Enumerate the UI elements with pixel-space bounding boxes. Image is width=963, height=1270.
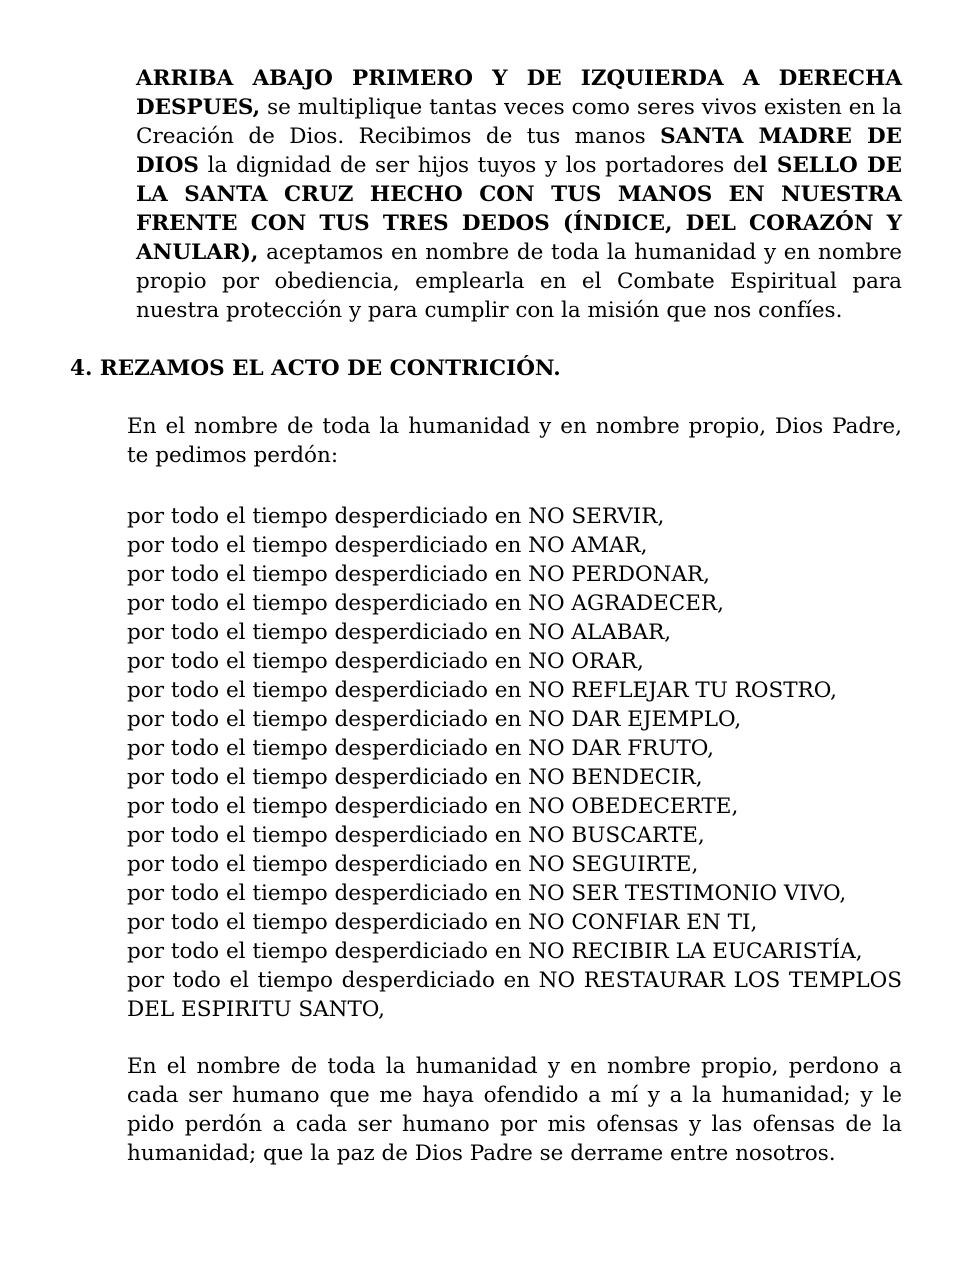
- petition-line: por todo el tiempo desperdiciado en NO RESTAURAR LOS TEMPLOS DEL ESPIRITU SANTO,: [127, 968, 902, 1022]
- intro-bold-1: ARRIBA ABAJO PRIMERO Y DE IZQUIERDA A DERECHA DESPUES,: [136, 66, 902, 120]
- petition-line: por todo el tiempo desperdiciado en NO DAR FRUTO,: [127, 736, 714, 761]
- petition-line: por todo el tiempo desperdiciado en NO ORAR,: [127, 649, 644, 674]
- petition-line: por todo el tiempo desperdiciado en NO DAR EJEMPLO,: [127, 707, 742, 732]
- intro-paragraph: [136, 64, 902, 325]
- petition-line: por todo el tiempo desperdiciado en NO SER TESTIMONIO VIVO,: [127, 881, 847, 906]
- petition-line: por todo el tiempo desperdiciado en NO SEGUIRTE,: [127, 852, 699, 877]
- petition-list: [127, 502, 902, 1024]
- intro-text-2: la dignidad de ser hijos tuyos y los portadores de: [198, 153, 760, 178]
- petition-line: por todo el tiempo desperdiciado en NO RECIBIR LA EUCARISTÍA,: [127, 939, 863, 964]
- petition-line: por todo el tiempo desperdiciado en NO ALABAR,: [127, 620, 672, 645]
- petition-line: por todo el tiempo desperdiciado en NO AGRADECER,: [127, 591, 724, 616]
- petition-line: por todo el tiempo desperdiciado en NO AMAR,: [127, 533, 648, 558]
- petition-line: por todo el tiempo desperdiciado en NO BUSCARTE,: [127, 823, 705, 848]
- intro-text-1: se multiplique tantas veces como seres vivos existen en la Creación de Dios. Recibimos de tus manos: [136, 95, 902, 149]
- petition-line: por todo el tiempo desperdiciado en NO REFLEJAR TU ROSTRO,: [127, 678, 837, 703]
- petition-line: por todo el tiempo desperdiciado en NO PERDONAR,: [127, 562, 710, 587]
- intro-bold-3: l SELLO DE LA SANTA CRUZ HECHO CON TUS MANOS EN NUESTRA FRENTE CON TUS TRES DEDOS (ÍNDICE, DEL CORAZÓN Y ANULAR),: [136, 153, 903, 265]
- petition-line: por todo el tiempo desperdiciado en NO OBEDECERTE,: [127, 794, 739, 819]
- petition-line: por todo el tiempo desperdiciado en NO CONFIAR EN TI,: [127, 910, 758, 935]
- closing-paragraph: En el nombre de toda la humanidad y en nombre propio, perdono a cada ser humano que me haya ofendido a mí y a la humanidad; y le pido perdón a cada ser humano por mis ofensas y las ofensas de la humanidad; que la paz de Dios Padre se derrame entre nosotros.: [127, 1054, 902, 1166]
- petition-line: por todo el tiempo desperdiciado en NO SERVIR,: [127, 504, 665, 529]
- section-heading: 4. REZAMOS EL ACTO DE CONTRICIÓN.: [70, 356, 561, 381]
- intro-bold-2: SANTA MADRE DE DIOS: [136, 124, 902, 178]
- intro-text-3: aceptamos en nombre de toda la humanidad y en nombre propio por obediencia, emplearla en el Combate Espiritual para nuestra protección y para cumplir con la misión que nos confíes.: [136, 240, 902, 323]
- petition-line: por todo el tiempo desperdiciado en NO BENDECIR,: [127, 765, 703, 790]
- opening-paragraph: En el nombre de toda la humanidad y en nombre propio, Dios Padre, te pedimos perdón:: [127, 414, 902, 468]
